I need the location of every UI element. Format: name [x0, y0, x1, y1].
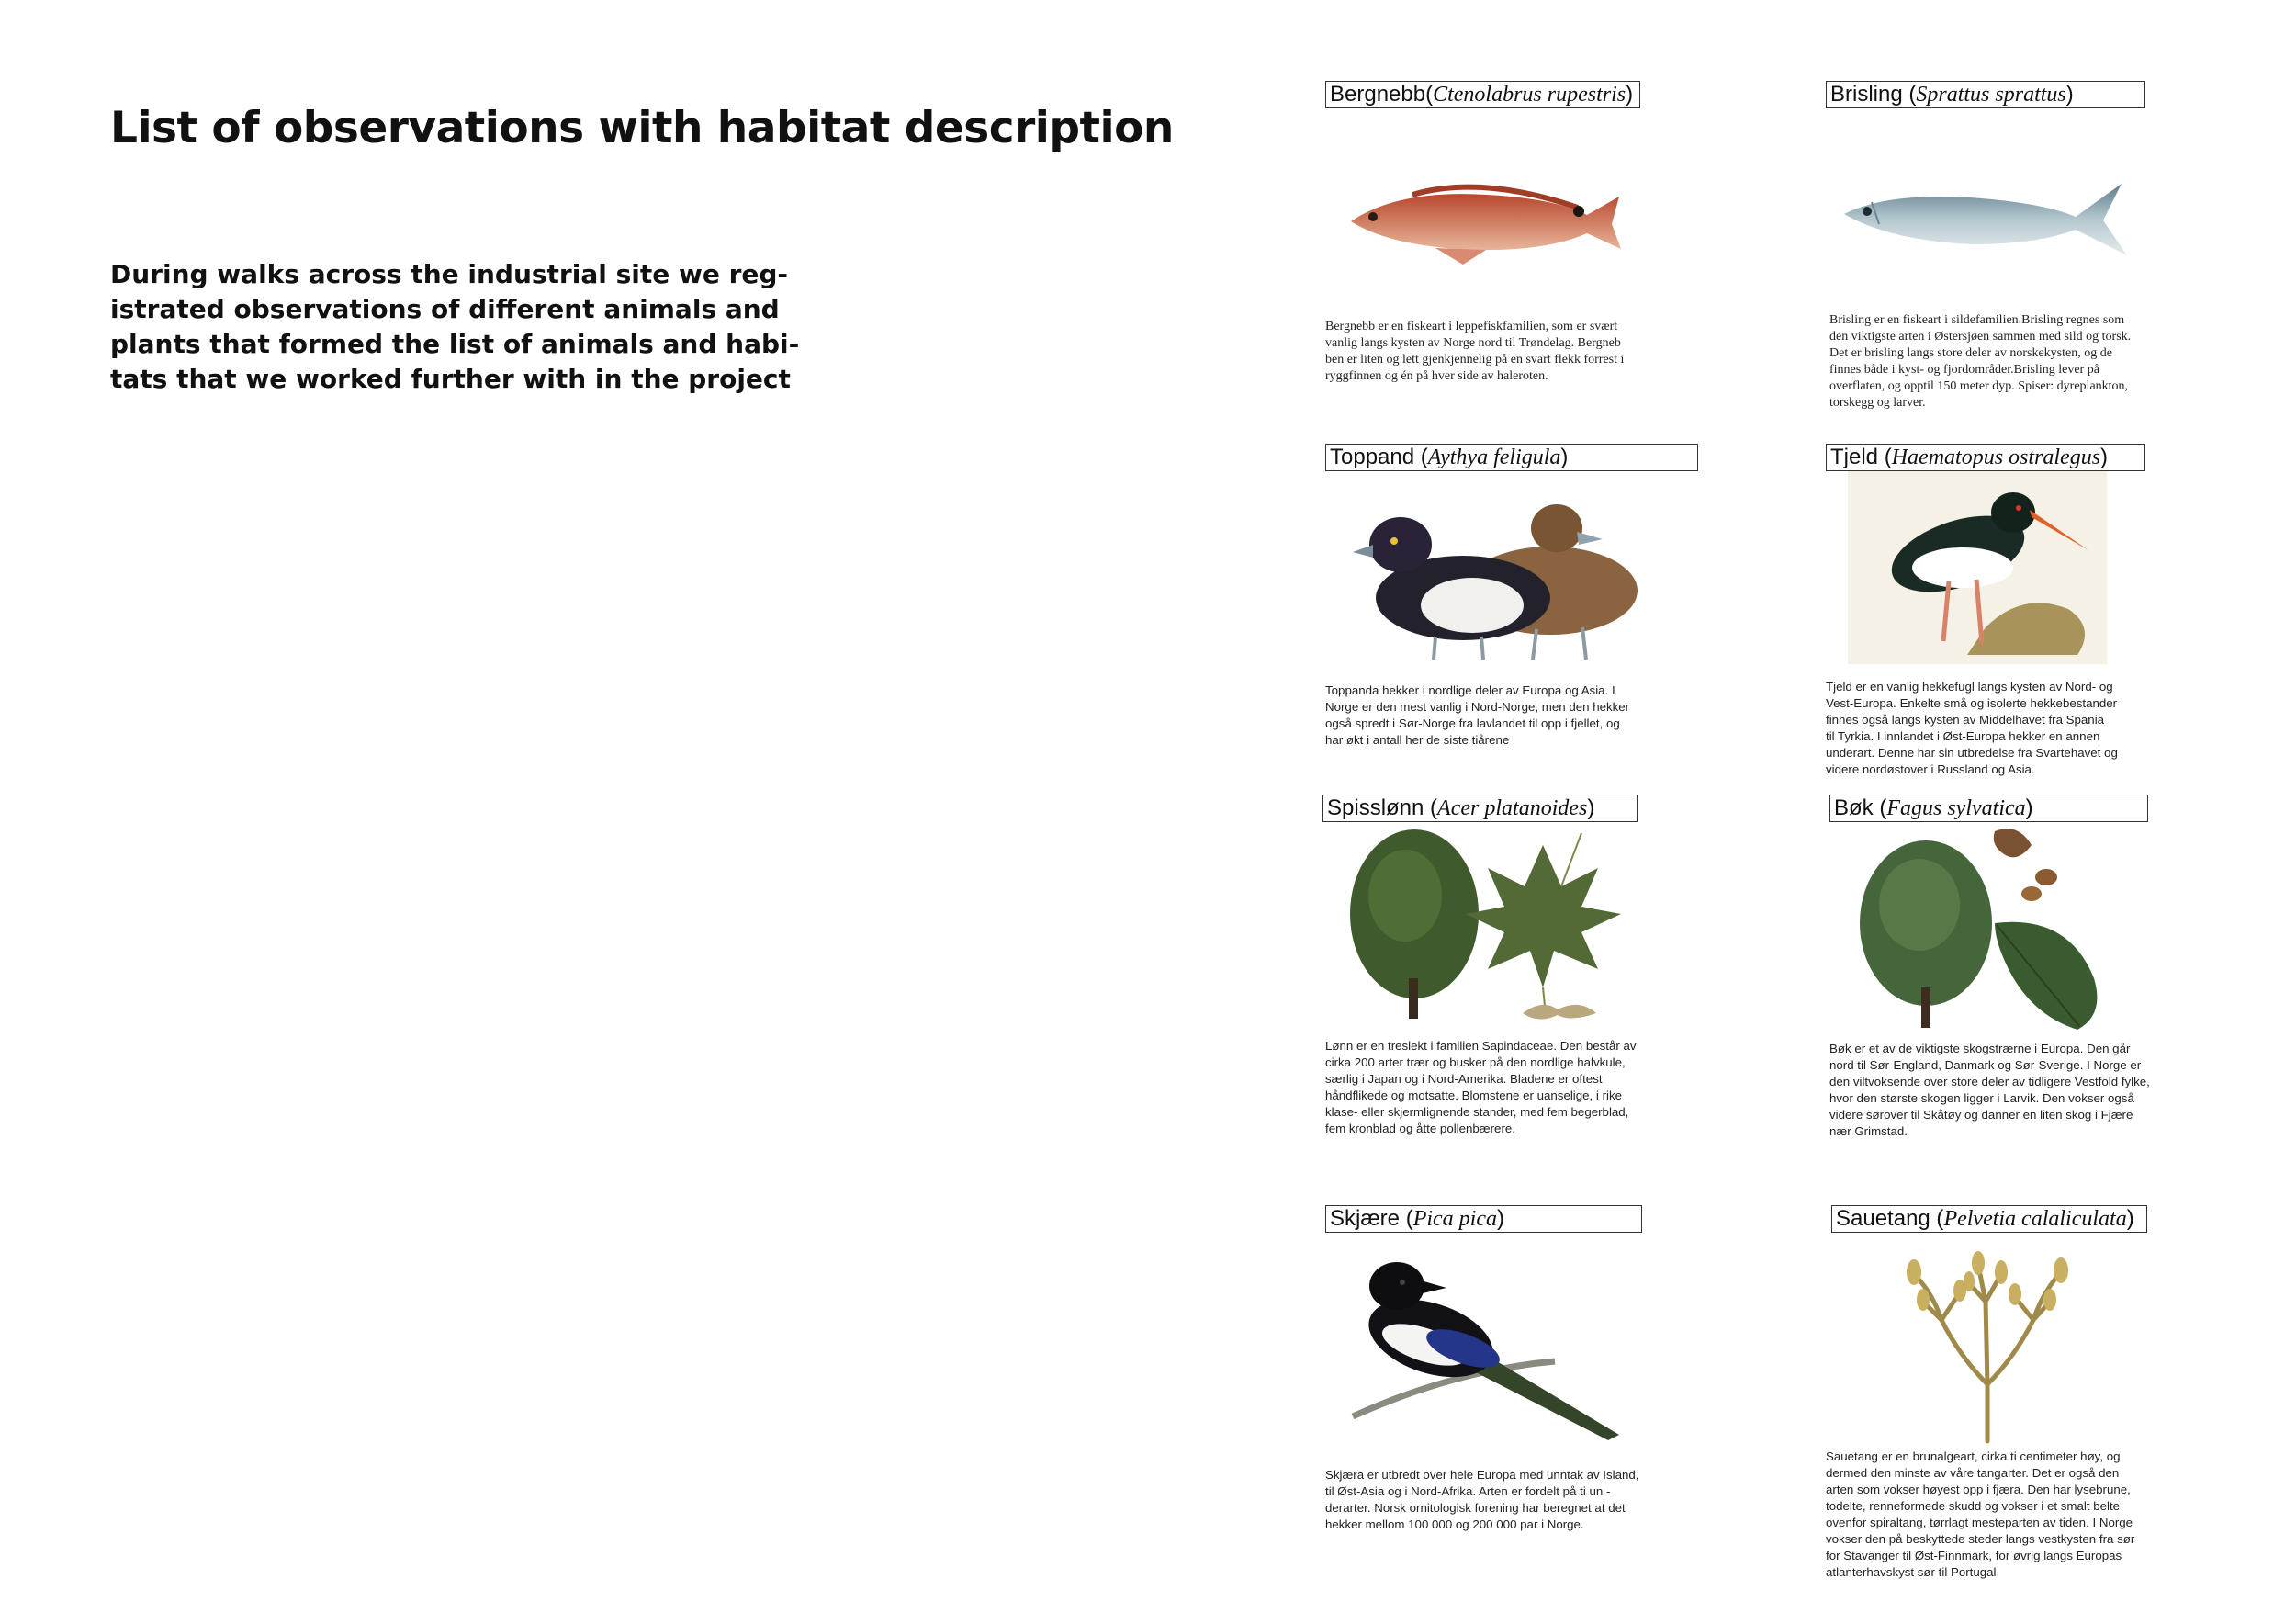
species-description: Lønn er en treslekt i familien Sapindaceae. Den består av cirka 200 arter trær og busker på den nordlige halvkule, særlig i Japan og i Nord-Amerika. Bladene er oftest håndflikede og motsatte. Blomstene er uanselige, i rike klase- eller skjermlignende stander, med fem begerblad, fem kronblad og åtte pollenbærere.	[1325, 1039, 1637, 1135]
species-description: Sauetang er en brunalgeart, cirka ti centimeter høy, og dermed den minste av våre tangarter. Det er også den arten som vokser høyest opp i fjæra. Den har lysebrune, todelte, renneformede skudd og vokser i et smalt belte ovenfor spiraltang, tørrlagt mesteparten av tiden. I Norge vokser den på beskyttede steder langs vestkysten fra sør for Stavanger til Øst-Finnmark, for øvrig langs Europas atlanterhavskyst sør til Portugal.	[1826, 1449, 2135, 1579]
intro-line: tats that we worked further with in the project	[110, 364, 791, 394]
species-heading: Tjeld (Haematopus ostralegus)	[1826, 444, 2145, 471]
species-heading: Sauetang (Pelvetia calaliculata)	[1831, 1205, 2147, 1233]
species-description: Skjæra er utbredt over hele Europa med unntak av Island, til Øst-Asia og i Nord-Afrika. Arten er fordelt på ti un - derarter. Norsk ornitologisk forening har beregnet at det hekker mellom 100 000 og 200 000 par i Norge.	[1325, 1468, 1639, 1531]
species-heading: Bergnebb(Ctenolabrus rupestris)	[1325, 81, 1640, 108]
species-heading: Skjære (Pica pica)	[1325, 1205, 1642, 1233]
intro-paragraph	[110, 257, 800, 397]
species-heading: Brisling (Sprattus sprattus)	[1826, 81, 2145, 108]
species-heading: Spisslønn (Acer platanoides)	[1322, 795, 1638, 822]
maple-tree-leaf-illustration	[1341, 822, 1653, 1024]
species-heading: Toppand (Aythya feligula)	[1325, 444, 1698, 471]
wrasse-fish-illustration	[1325, 116, 1642, 318]
tufted-ducks-illustration	[1353, 490, 1647, 673]
species-heading: Bøk (Fagus sylvatica)	[1829, 795, 2148, 822]
species-description: Bøk er et av de viktigste skogstrærne i Europa. Den går nord til Sør-England, Danmark og Sør-Sverige. I Norge er den viltvoksende over store deler av tidligere Vestfold fylke, hvor den største skogen ligger i Larvik. Den vokser også videre sørover til Skåtøy og danner en liten skog i Fjære nær Grimstad.	[1829, 1042, 2150, 1138]
intro-line: During walks across the industrial site we reg-	[110, 259, 789, 289]
species-description: Brisling er en fiskeart i sildefamilien.Brisling regnes som den viktigste arten i Østersjøen sammen med sild og torsk. Det er brisling langs store deler av norskekysten, og de finnes både i kyst- og fjordområder.Brisling lever på overflaten, og opptil 150 meter dyp. Spiser: dyreplankton, torskegg og larver.	[1829, 313, 2132, 410]
intro-line: istrated observations of different animals and	[110, 294, 780, 324]
sprat-fish-illustration	[1835, 164, 2138, 301]
intro-line: plants that formed the list of animals and habi-	[110, 329, 800, 359]
magpie-bird-illustration	[1344, 1260, 1638, 1444]
page-title: List of observations with habitat description	[110, 103, 1174, 153]
species-description: Bergnebb er en fiskeart i leppefiskfamilien, som er svært vanlig langs kysten av Norge nord til Trøndelag. Bergneb ben er liten og lett gjenkjennelig på en svart flekk forrest i ryggfinnen og én på hver side av haleroten.	[1325, 320, 1625, 383]
species-description: Toppanda hekker i nordlige deler av Europa og Asia. I Norge er den mest vanlig i Nord-Norge, men den hekker også spredt i Sør-Norge fra lavlandet til opp i fjellet, og har økt i antall her de siste tiårene	[1325, 683, 1630, 747]
oystercatcher-bird-illustration	[1848, 471, 2107, 664]
beech-tree-leaf-illustration	[1848, 822, 2142, 1033]
species-description: Tjeld er en vanlig hekkefugl langs kysten av Nord- og Vest-Europa. Enkelte små og isolerte hekkebestander finnes også langs kysten av Middelhavet fra Spania til Tyrkia. I innlandet i Øst-Europa hekker en annen underart. Denne har sin utbredelse fra Svartehavet og videre nordøstover i Russland og Asia.	[1826, 680, 2118, 776]
channelled-wrack-seaweed-illustration	[1886, 1246, 2088, 1444]
